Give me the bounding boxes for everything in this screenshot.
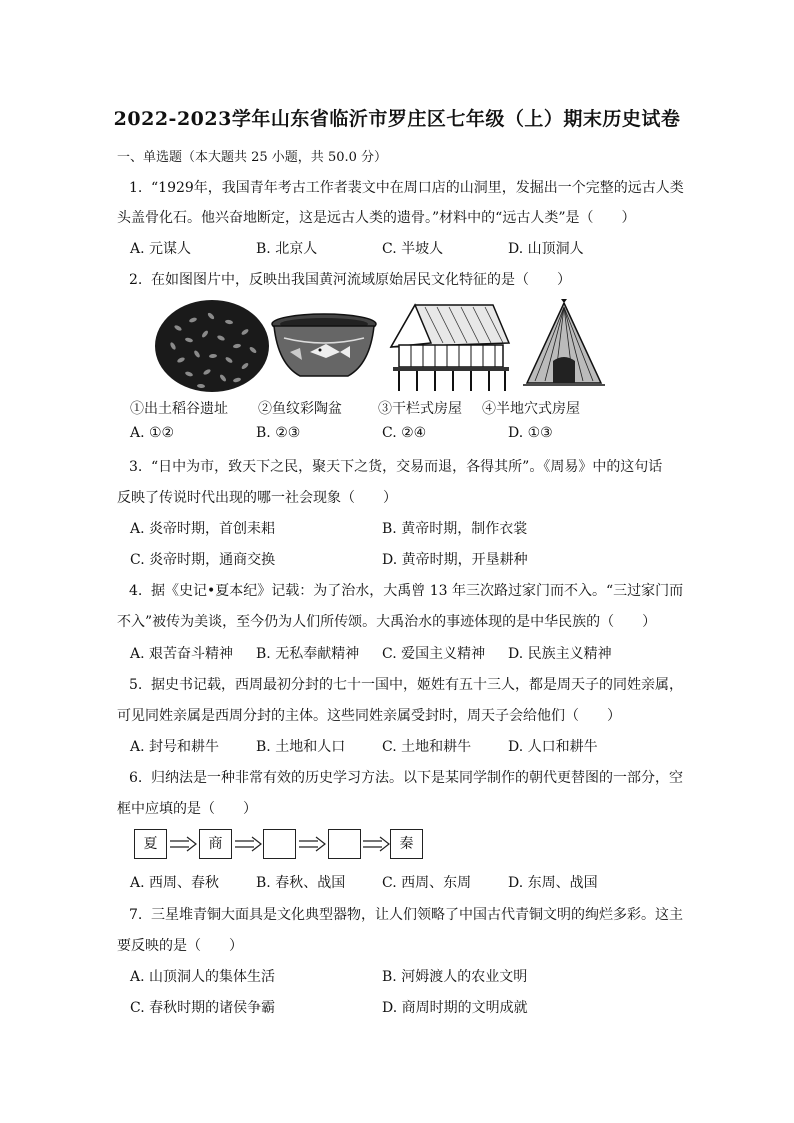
rice-grains-image	[153, 298, 271, 394]
q1-line-1	[117, 177, 684, 197]
q6-option-a[interactable]: A. 西周、春秋	[130, 875, 220, 891]
q4-option-b[interactable]: B. 无私奉献精神	[256, 646, 360, 662]
q3-line-1	[117, 456, 662, 476]
q7-option-d[interactable]: D. 商周时期的文明成就	[382, 1000, 528, 1016]
q4-line-2: 不入”被传为美谈，至今仍为人们所传颂。大禹治水的事迹体现的是中华民族的（ ）	[117, 614, 657, 630]
q1-text-1: “1929年，我国青年考古工作者裴文中在周口店的山洞里，发掘出一个完整的远古人类	[151, 180, 684, 196]
q4-option-c[interactable]: C. 爱国主义精神	[382, 646, 486, 662]
q6-option-b[interactable]: B. 春秋、战国	[256, 875, 346, 891]
q5-line-2: 可见同姓亲属是西周分封的主体。这些同姓亲属受封时，周天子会给他们（ ）	[117, 708, 621, 724]
q3-option-d[interactable]: D. 黄帝时期，开垦耕种	[382, 552, 528, 568]
q6-text-1: 归纳法是一种非常有效的历史学习方法。以下是某同学制作的朝代更替图的一部分，空	[151, 770, 683, 786]
q3-option-c[interactable]: C. 炎帝时期，通商交换	[130, 552, 276, 568]
q2-number: 2.	[129, 272, 143, 288]
q7-line-1	[117, 904, 683, 924]
q2-option-d[interactable]: D. ①③	[508, 425, 553, 441]
q7-line-2: 要反映的是（ ）	[117, 938, 243, 954]
double-arrow-icon	[362, 836, 390, 852]
q7-number: 7.	[129, 907, 143, 923]
q6-number: 6.	[129, 770, 143, 786]
q7-option-a[interactable]: A. 山顶洞人的集体生活	[130, 969, 276, 985]
q6-line-1	[117, 767, 683, 787]
q2-option-a[interactable]: A. ①②	[130, 425, 175, 441]
exam-title: 2022-2023学年山东省临沂市罗庄区七年级（上）期末历史试卷	[113, 108, 681, 130]
flow-box-3-blank[interactable]	[263, 829, 296, 859]
flow-box-4-blank[interactable]	[328, 829, 361, 859]
flow-box-5: 秦	[390, 829, 423, 859]
q7-option-b[interactable]: B. 河姆渡人的农业文明	[382, 969, 528, 985]
double-arrow-icon	[169, 836, 197, 852]
double-arrow-icon	[298, 836, 326, 852]
q2-caption-3: ③干栏式房屋	[378, 401, 462, 417]
q2-option-c[interactable]: C. ②④	[382, 425, 427, 441]
q2-caption-2: ②鱼纹彩陶盆	[258, 401, 342, 417]
q5-option-c[interactable]: C. 土地和耕牛	[382, 739, 472, 755]
q5-option-b[interactable]: B. 土地和人口	[256, 739, 346, 755]
q3-option-b[interactable]: B. 黄帝时期，制作衣裳	[382, 521, 528, 537]
q1-option-c[interactable]: C. 半坡人	[382, 241, 444, 257]
q2-caption-1: ①出土稻谷遗址	[130, 401, 228, 417]
q1-number: 1.	[129, 180, 143, 196]
q6-option-c[interactable]: C. 西周、东周	[382, 875, 472, 891]
q4-option-d[interactable]: D. 民族主义精神	[508, 646, 612, 662]
double-arrow-icon	[234, 836, 262, 852]
q1-option-d[interactable]: D. 山顶洞人	[508, 241, 584, 257]
q2-line-1	[117, 269, 571, 289]
q5-line-1	[117, 674, 683, 694]
q5-number: 5.	[129, 677, 143, 693]
q2-option-b[interactable]: B. ②③	[256, 425, 301, 441]
stilt-house-image	[385, 299, 513, 393]
q2-caption-4: ④半地穴式房屋	[482, 401, 580, 417]
flow-box-1: 夏	[134, 829, 167, 859]
q1-option-a[interactable]: A. 元谋人	[130, 241, 192, 257]
q5-option-a[interactable]: A. 封号和耕牛	[130, 739, 220, 755]
q1-line-2: 头盖骨化石。他兴奋地断定，这是远古人类的遗骨。”材料中的“远古人类”是（ ）	[117, 210, 636, 226]
q4-line-1	[117, 580, 683, 600]
fish-pattern-pottery-image	[270, 312, 378, 384]
q3-line-2: 反映了传说时代出现的哪一社会现象（ ）	[117, 490, 397, 506]
q7-option-c[interactable]: C. 春秋时期的诸侯争霸	[130, 1000, 276, 1016]
q3-number: 3.	[129, 459, 143, 475]
q1-option-b[interactable]: B. 北京人	[256, 241, 318, 257]
q6-line-2: 框中应填的是（ ）	[117, 801, 257, 817]
semi-subterranean-house-image	[523, 299, 605, 393]
q5-text-1: 据史书记载，西周最初分封的七十一国中，姬姓有五十三人，都是周天子的同姓亲属，	[151, 677, 683, 693]
q3-text-1: “日中为市，致天下之民，聚天下之货，交易而退，各得其所”。《周易》中的这句话	[151, 459, 663, 475]
q6-option-d[interactable]: D. 东周、战国	[508, 875, 598, 891]
q4-number: 4.	[129, 583, 143, 599]
q2-text-1: 在如图图片中，反映出我国黄河流域原始居民文化特征的是（ ）	[151, 272, 571, 288]
q5-option-d[interactable]: D. 人口和耕牛	[508, 739, 598, 755]
q4-option-a[interactable]: A. 艰苦奋斗精神	[130, 646, 234, 662]
q4-text-1: 据《史记•夏本纪》记载：为了治水，大禹曾 13 年三次路过家门而不入。“三过家门而	[151, 583, 684, 599]
q3-option-a[interactable]: A. 炎帝时期，首创耒耜	[130, 521, 276, 537]
q7-text-1: 三星堆青铜大面具是文化典型器物，让人们领略了中国古代青铜文明的绚烂多彩。这主	[151, 907, 683, 923]
section-header: 一、单选题（本大题共 25 小题，共 50.0 分）	[117, 150, 388, 165]
flow-box-2: 商	[199, 829, 232, 859]
